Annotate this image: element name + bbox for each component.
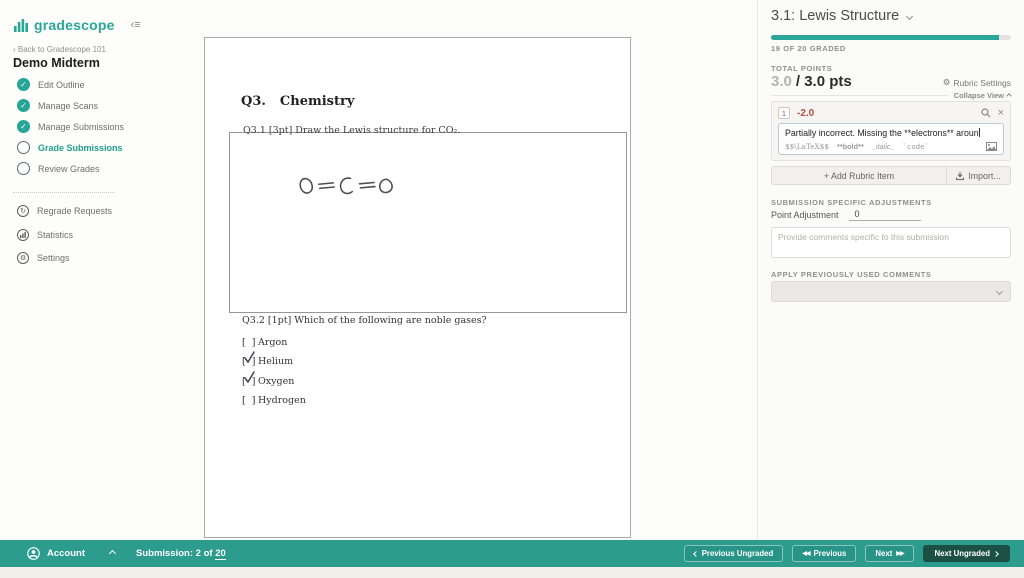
sidebar-item-manage-scans[interactable]: ✓ Manage Scans — [17, 99, 98, 112]
option-helium: [ ] Helium — [242, 356, 293, 367]
q31-prompt: Q3.1 [3pt] Draw the Lewis structure for CO₂. — [243, 125, 461, 136]
chevron-down-icon — [906, 12, 913, 19]
option-hydrogen: [ ] Hydrogen — [242, 395, 306, 406]
score-total: / 3.0 pts — [795, 73, 852, 90]
previous-ungraded-button[interactable]: Previous Ungraded — [684, 545, 784, 562]
close-icon[interactable]: × — [997, 106, 1004, 119]
collapse-footer-icon[interactable] — [109, 550, 116, 557]
italic-hint: _italic_ — [871, 142, 895, 151]
option-argon: [ ] Argon — [242, 337, 288, 348]
handwritten-check — [243, 371, 256, 384]
next-button[interactable]: Next ▶▶ — [865, 545, 913, 562]
option-oxygen: [ ] Oxygen — [242, 376, 294, 387]
point-adjustment-row — [771, 209, 1011, 221]
sidebar-item-manage-submissions[interactable]: ✓ Manage Submissions — [17, 120, 124, 133]
sidebar-item-settings[interactable]: ⚙ Settings — [17, 252, 70, 264]
rubric-text-editor[interactable] — [778, 123, 1004, 155]
bottom-strip — [0, 567, 1024, 578]
rubric-key-badge: 1 — [778, 107, 790, 119]
account-menu[interactable]: Account — [27, 547, 85, 560]
history-icon: ↻ — [17, 205, 29, 217]
account-icon — [27, 547, 40, 560]
submission-counter: Submission: 2 of 20 — [136, 548, 226, 559]
navigation-buttons — [684, 545, 1010, 562]
rubric-text: Partially incorrect. Missing the **electrons** aroun — [785, 128, 979, 138]
sidebar-item-edit-outline[interactable]: ✓ Edit Outline — [17, 78, 85, 91]
latex-hint: $$\LaTeX$$ — [785, 142, 830, 151]
progress-fill — [771, 35, 999, 40]
stats-icon — [17, 229, 29, 241]
gear-icon: ⚙ — [942, 77, 951, 87]
add-rubric-item-button[interactable]: + Add Rubric Item — [771, 166, 947, 185]
bold-hint: **bold** — [837, 142, 864, 151]
check-circle-icon: ✓ — [17, 99, 30, 112]
skip-back-icon: ◀◀ — [802, 551, 810, 557]
apply-comments-label: APPLY PREVIOUSLY USED COMMENTS — [771, 270, 932, 279]
next-ungraded-button[interactable]: Next Ungraded — [923, 545, 1010, 562]
check-circle-icon: ✓ — [17, 78, 30, 91]
question-title: 3.1: Lewis Structure — [771, 8, 900, 24]
chevron-right-icon — [993, 551, 999, 557]
collapse-sidebar-icon[interactable]: ‹≡ — [130, 19, 141, 31]
previous-comments-dropdown[interactable] — [771, 281, 1011, 302]
course-title: Demo Midterm — [13, 56, 100, 70]
rubric-points: -2.0 — [797, 107, 815, 119]
collapse-view-row — [771, 91, 1011, 100]
handwritten-lewis-structure — [296, 173, 414, 201]
sidebar-item-statistics[interactable]: Statistics — [17, 229, 73, 241]
grading-panel — [757, 0, 1024, 540]
chevron-down-icon — [996, 288, 1003, 295]
grading-progress-bar — [771, 35, 1011, 40]
sidebar-item-review-grades[interactable]: Review Grades — [17, 162, 100, 175]
search-icon[interactable] — [981, 108, 991, 118]
rubric-settings-button[interactable]: ⚙ Rubric Settings — [942, 77, 1011, 88]
divider — [771, 95, 948, 96]
total-points-label: TOTAL POINTS — [771, 64, 833, 73]
submission-page[interactable] — [204, 37, 631, 538]
gear-icon: ⚙ — [17, 252, 29, 264]
text-cursor — [979, 128, 980, 137]
insert-image-icon[interactable] — [986, 142, 997, 151]
sidebar — [0, 0, 200, 540]
previous-button[interactable]: ◀◀ Previous — [792, 545, 856, 562]
rubric-actions — [771, 166, 1011, 185]
check-circle-icon: ✓ — [17, 120, 30, 133]
submission-adjustments-label: SUBMISSION SPECIFIC ADJUSTMENTS — [771, 198, 932, 207]
point-adjustment-label: Point Adjustment — [771, 210, 839, 220]
sidebar-item-regrade-requests[interactable]: ↻ Regrade Requests — [17, 205, 112, 217]
back-link[interactable]: ‹ Back to Gradescope 101 — [13, 45, 106, 54]
q32-prompt: Q3.2 [1pt] Which of the following are noble gases? — [242, 315, 487, 326]
sidebar-divider — [13, 192, 115, 193]
import-button[interactable]: Import... — [947, 166, 1011, 185]
chevron-up-icon — [1006, 93, 1012, 99]
gradescope-logo[interactable] — [14, 17, 141, 33]
handwritten-check — [243, 351, 256, 364]
rubric-item-row[interactable] — [778, 105, 1004, 121]
skip-forward-icon: ▶▶ — [896, 551, 904, 557]
rubric-item-card — [771, 101, 1011, 161]
score-earned: 3.0 — [771, 73, 792, 90]
point-adjustment-input[interactable]: 0 — [849, 209, 921, 221]
question-heading: Q3. Chemistry — [241, 94, 355, 109]
sidebar-item-grade-submissions[interactable]: Grade Submissions — [17, 141, 123, 154]
submission-comment-input[interactable]: Provide comments specific to this submission — [771, 227, 1011, 258]
footer-bar — [0, 540, 1024, 567]
question-region-outline[interactable] — [229, 125, 627, 313]
chevron-left-icon — [693, 551, 699, 557]
logo-text: gradescope — [34, 17, 115, 33]
collapse-view-link[interactable]: Collapse View — [954, 91, 1011, 100]
import-icon — [956, 172, 964, 180]
code-hint: `code` — [902, 142, 929, 151]
markdown-hints — [785, 142, 997, 151]
empty-circle-icon — [17, 141, 30, 154]
logo-bars-icon — [14, 18, 28, 32]
question-selector[interactable] — [771, 8, 1011, 24]
graded-count-label: 19 OF 20 GRADED — [771, 44, 846, 53]
empty-circle-icon — [17, 162, 30, 175]
